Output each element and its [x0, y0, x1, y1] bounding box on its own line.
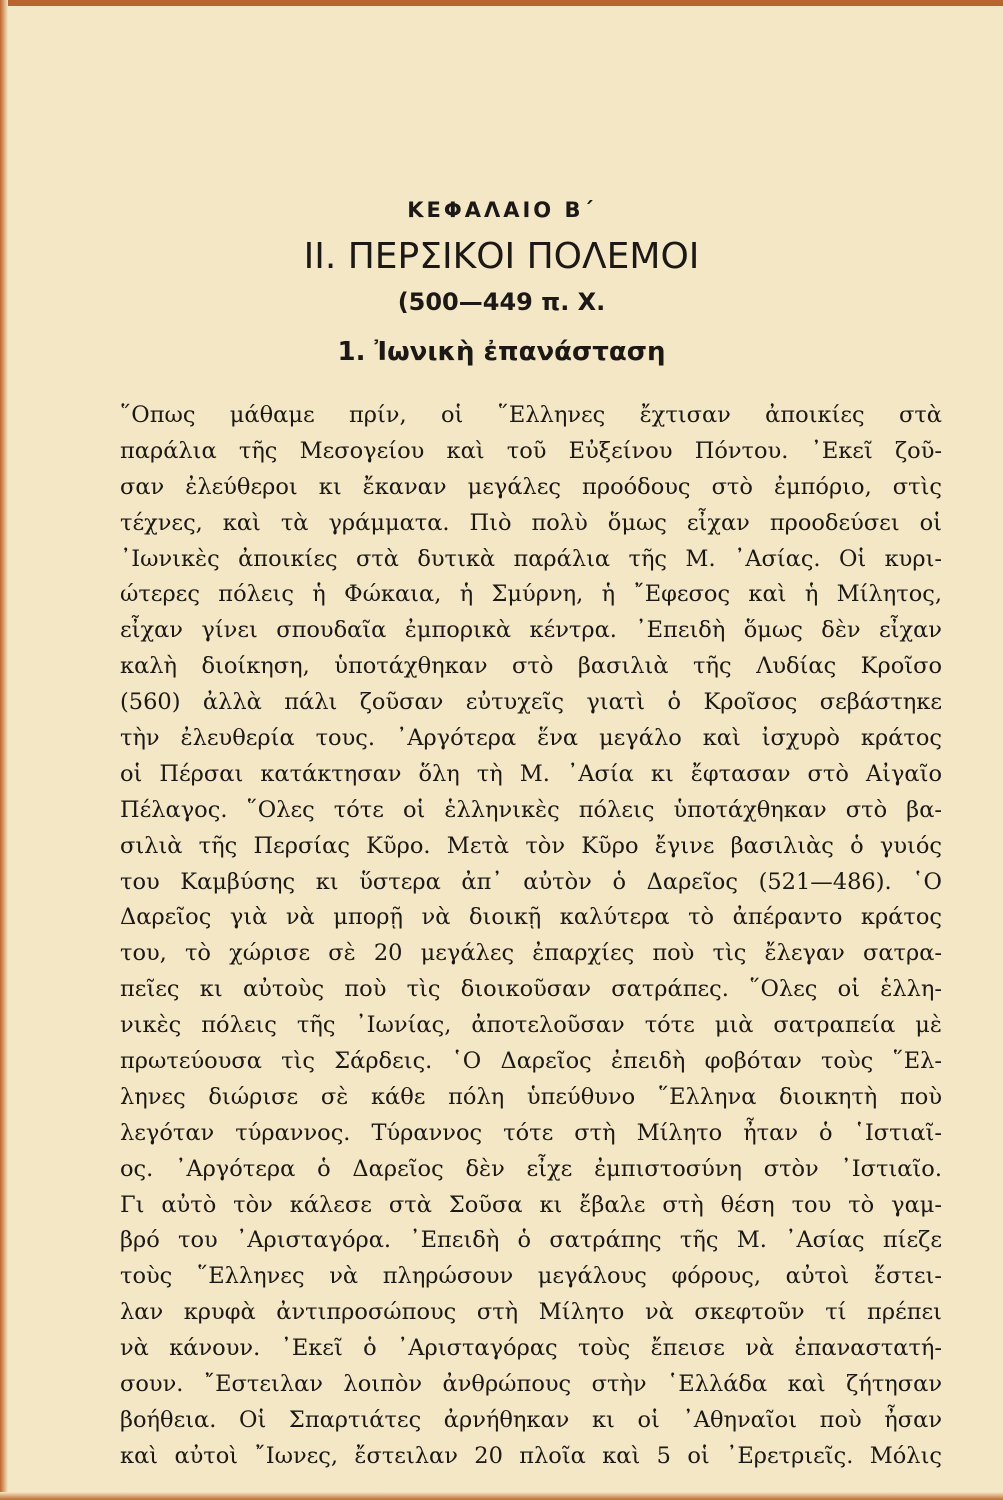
text-line: εἶχαν γίνει σπουδαῖα ἐμπορικὰ κέντρα. ᾿Επειδὴ ὅμως δὲν εἶχαν	[120, 617, 942, 644]
text-line: πρωτεύουσα τὶς Σάρδεις. ῾Ο Δαρεῖος ἐπειδὴ φοβόταν τοὺς ῞Ελ-	[120, 1048, 942, 1075]
body-paragraph	[120, 398, 942, 1475]
text-line: ώτερες πόλεις ἡ Φώκαια, ἡ Σμύρνη, ἡ ῎Εφεσος καὶ ἡ Μίλητος,	[120, 581, 942, 608]
page-edge-bottom	[0, 1492, 1003, 1500]
text-line: ος. ᾿Αργότερα ὁ Δαρεῖος δὲν εἶχε ἐμπιστοσύνη στὸν ᾿Ιστιαῖο.	[120, 1155, 942, 1182]
text-line: παράλια τῆς Μεσογείου καὶ τοῦ Εὐξείνου Πόντου. ᾿Εκεῖ ζοῦ-	[120, 437, 942, 464]
text-line: τὴν ἐλευθερία τους. ᾿Αργότερα ἕνα μεγάλο καὶ ἰσχυρὸ κράτος	[120, 725, 942, 752]
text-line: οἱ Πέρσαι κατάκτησαν ὅλη τὴ Μ. ᾿Ασία κι ἔφτασαν στὸ Αἰγαῖο	[120, 760, 942, 787]
text-line: βρό του ᾿Αρισταγόρα. ᾿Επειδὴ ὁ σατράπης τῆς Μ. ᾿Ασίας πίεζε	[120, 1227, 942, 1254]
text-line: τέχνες, καὶ τὰ γράμματα. Πιὸ πολὺ ὅμως εἶχαν προοδεύσει οἱ	[120, 509, 942, 536]
text-line: νικὲς πόλεις τῆς ᾿Ιωνίας, ἀποτελοῦσαν τότε μιὰ σατραπεία μὲ	[120, 1012, 942, 1039]
chapter-label: ΚΕΦΑΛΑΙΟ Β΄	[407, 198, 596, 222]
text-line: σαν ἐλεύθεροι κι ἔκαναν μεγάλες προόδους στὸ ἐμπόριο, στὶς	[120, 473, 942, 500]
text-line: ληνες διώρισε σὲ κάθε πόλη ὑπεύθυνο ῞Ελληνα διοικητὴ ποὺ	[120, 1083, 942, 1110]
text-line: λεγόταν τύραννος. Τύραννος τότε στὴ Μίλητο ἦταν ὁ ῾Ιστιαῖ-	[120, 1119, 942, 1146]
text-line: καὶ αὐτοὶ ῎Ιωνες, ἔστειλαν 20 πλοῖα καὶ 5 οἱ ᾿Ερετριεῖς. Μόλις	[120, 1442, 942, 1469]
page-edge-left	[0, 0, 8, 1500]
part-title: ΙΙ. ΠΕΡΣΙΚΟΙ ΠΟΛΕΜΟΙ	[303, 236, 700, 277]
text-line: Γι αὐτὸ τὸν κάλεσε στὰ Σοῦσα κι ἔβαλε στὴ θέση του τὸ γαμ-	[120, 1191, 942, 1218]
text-line: τοὺς ῞Ελληνες νὰ πληρώσουν μεγάλους φόρους, αὐτοὶ ἔστει-	[120, 1263, 942, 1290]
text-line: σιλιὰ τῆς Περσίας Κῦρο. Μετὰ τὸν Κῦρο ἔγινε βασιλιὰς ὁ γυιός	[120, 832, 942, 859]
text-line: σουν. ῎Εστειλαν λοιπὸν ἀνθρώπους στὴν ῾Ελλάδα καὶ ζήτησαν	[120, 1371, 942, 1398]
date-range: (500—449 π. Χ.	[397, 288, 606, 316]
text-line: νὰ κάνουν. ᾿Εκεῖ ὁ ᾿Αρισταγόρας τοὺς ἔπεισε νὰ ἐπαναστατή-	[120, 1335, 942, 1362]
section-title: 1. Ἰωνικὴ ἐπανάσταση	[337, 337, 666, 367]
text-line: Δαρεῖος γιὰ νὰ μπορῇ νὰ διοικῇ καλύτερα τὸ ἀπέραντο κράτος	[120, 904, 942, 931]
text-line: ᾿Ιωνικὲς ἀποικίες στὰ δυτικὰ παράλια τῆς Μ. ᾿Ασίας. Οἱ κυρι-	[120, 545, 942, 572]
text-line: πεῖες κι αὐτοὺς ποὺ τὶς διοικοῦσαν σατράπες. ῞Ολες οἱ ἑλλη-	[120, 976, 942, 1003]
text-line: βοήθεια. Οἱ Σπαρτιάτες ἀρνήθηκαν κι οἱ ᾿Αθηναῖοι ποὺ ἦσαν	[120, 1406, 942, 1433]
text-line: καλὴ διοίκηση, ὑποτάχθηκαν στὸ βασιλιὰ τῆς Λυδίας Κροῖσο	[120, 653, 942, 680]
text-line: ῞Οπως μάθαμε πρίν, οἱ ῞Ελληνες ἔχτισαν ἀποικίες στὰ	[120, 402, 942, 428]
text-line: του, τὸ χώρισε σὲ 20 μεγάλες ἐπαρχίες ποὺ τὶς ἔλεγαν σατρα-	[120, 940, 942, 967]
text-line: (560) ἀλλὰ πάλι ζοῦσαν εὐτυχεῖς γιατὶ ὁ Κροῖσος σεβάστηκε	[120, 689, 942, 716]
text-line: λαν κρυφὰ ἀντιπροσώπους στὴ Μίλητο νὰ σκεφτοῦν τί πρέπει	[120, 1299, 942, 1326]
text-line: του Καμβύσης κι ὕστερα ἀπ᾿ αὐτὸν ὁ Δαρεῖος (521—486). ῾Ο	[120, 868, 942, 895]
page-edge-top	[0, 0, 1003, 6]
text-line: Πέλαγος. ῞Ολες τότε οἱ ἑλληνικὲς πόλεις ὑποτάχθηκαν στὸ βα-	[120, 796, 942, 823]
